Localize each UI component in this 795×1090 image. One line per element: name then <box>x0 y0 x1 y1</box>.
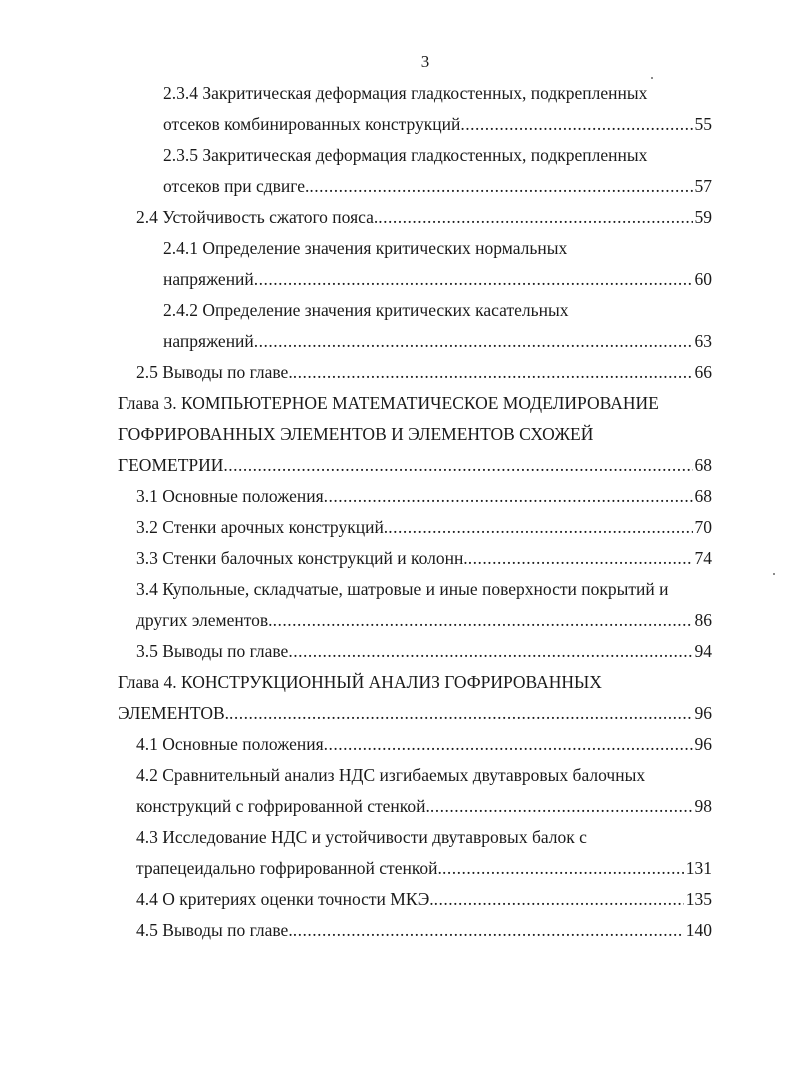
toc-entry-last-line <box>118 543 712 574</box>
toc-entry-text: 3.4 Купольные, складчатые, шатровые и иные поверхности покрытий и <box>136 579 669 599</box>
toc-entry-line <box>118 295 712 326</box>
toc-entry-last-line <box>118 326 712 357</box>
toc-page-number: 74 <box>694 548 712 568</box>
toc-entry-line <box>118 419 712 450</box>
toc-entry-text: 4.4 О критериях оценки точности МКЭ. <box>136 889 434 909</box>
toc-entry-text: 2.4.2 Определение значения критических касательных <box>163 300 569 320</box>
page-number: 3 <box>420 52 430 71</box>
toc-entry-text: трапецеидально гофрированной стенкой. <box>136 858 442 878</box>
toc-dot-leader <box>288 636 692 667</box>
toc-entry-text: 3.5 Выводы по главе <box>136 641 289 661</box>
toc-dot-leader <box>254 326 693 357</box>
toc-entry-text: 2.5 Выводы по главе. <box>136 362 293 382</box>
toc-dot-leader <box>254 264 693 295</box>
toc-entry-line <box>118 78 712 109</box>
toc-entry-text: 2.4 Устойчивость сжатого пояса. <box>136 207 379 227</box>
table-of-contents <box>118 78 712 946</box>
toc-dot-leader <box>324 481 693 512</box>
toc-entry-last-line <box>118 202 712 233</box>
toc-entry <box>118 822 712 884</box>
toc-entry <box>118 357 712 388</box>
toc-entry-line <box>118 388 712 419</box>
toc-dot-leader <box>460 109 692 140</box>
toc-entry-text: 2.3.4 Закритическая деформация гладкостенных, подкрепленных <box>163 83 648 103</box>
toc-dot-leader <box>293 357 693 388</box>
toc-entry <box>118 388 712 481</box>
toc-entry-text: ГОФРИРОВАННЫХ ЭЛЕМЕНТОВ И ЭЛЕМЕНТОВ СХОЖЕЙ <box>118 424 594 444</box>
toc-page-number: 70 <box>694 517 712 537</box>
toc-page-number: 66 <box>694 362 712 382</box>
toc-page-number: 96 <box>694 703 712 723</box>
toc-entry <box>118 884 712 915</box>
toc-entry-text: напряжений <box>163 331 254 351</box>
toc-entry-text: напряжений <box>163 269 254 289</box>
toc-page-number: 55 <box>694 114 712 134</box>
toc-entry-text: Глава 3. КОМПЬЮТЕРНОЕ МАТЕМАТИЧЕСКОЕ МОДЕЛИРОВАНИЕ <box>118 393 659 413</box>
toc-entry-text: 4.2 Сравнительный анализ НДС изгибаемых двутавровых балочных <box>136 765 646 785</box>
toc-page-number: 140 <box>685 920 712 940</box>
toc-entry-last-line <box>118 636 712 667</box>
toc-entry-text: 3.1 Основные положения <box>136 486 324 506</box>
toc-entry-text: конструкций с гофрированной стенкой. <box>136 796 430 816</box>
toc-entry-last-line <box>118 915 712 946</box>
toc-dot-leader <box>273 605 693 636</box>
toc-dot-leader <box>293 915 684 946</box>
toc-entry-text: ЭЛЕМЕНТОВ. <box>118 703 230 723</box>
toc-entry-text: 3.3 Стенки балочных конструкций и колонн. <box>136 548 468 568</box>
toc-page-number: 96 <box>694 734 712 754</box>
toc-dot-leader <box>309 171 692 202</box>
toc-entry <box>118 636 712 667</box>
toc-page-number: 135 <box>685 889 712 909</box>
toc-entry <box>118 233 712 295</box>
toc-entry-last-line <box>118 264 712 295</box>
toc-page-number: 98 <box>694 796 712 816</box>
toc-entry-last-line <box>118 171 712 202</box>
toc-entry <box>118 543 712 574</box>
toc-dot-leader <box>324 729 693 760</box>
toc-entry-text: отсеков при сдвиге. <box>163 176 310 196</box>
toc-entry <box>118 202 712 233</box>
toc-entry-line <box>118 574 712 605</box>
toc-page-number: 63 <box>694 331 712 351</box>
toc-page-number: 68 <box>694 455 712 475</box>
toc-entry-last-line <box>118 884 712 915</box>
toc-entry <box>118 140 712 202</box>
scan-speck <box>651 77 653 79</box>
toc-entry-last-line <box>118 109 712 140</box>
toc-entry-last-line <box>118 512 712 543</box>
toc-entry <box>118 729 712 760</box>
toc-entry-text: отсеков комбинированных конструкций <box>163 114 461 134</box>
toc-entry <box>118 915 712 946</box>
toc-entry <box>118 760 712 822</box>
toc-dot-leader <box>442 853 684 884</box>
toc-page-number: 60 <box>694 269 712 289</box>
toc-entry-last-line <box>118 357 712 388</box>
toc-entry-text: 4.1 Основные положения <box>136 734 324 754</box>
toc-entry-line <box>118 140 712 171</box>
toc-entry-last-line <box>118 481 712 512</box>
toc-dot-leader <box>229 698 692 729</box>
toc-entry-line <box>118 760 712 791</box>
toc-dot-leader <box>430 791 693 822</box>
toc-dot-leader <box>388 512 692 543</box>
toc-entry-text: 4.5 Выводы по главе. <box>136 920 293 940</box>
toc-entry <box>118 78 712 140</box>
toc-dot-leader <box>434 884 684 915</box>
toc-entry-text: других элементов. <box>136 610 273 630</box>
toc-entry-last-line <box>118 791 712 822</box>
toc-entry <box>118 667 712 729</box>
toc-page-number: 94 <box>694 641 712 661</box>
toc-dot-leader <box>223 450 692 481</box>
toc-page-number: 86 <box>694 610 712 630</box>
toc-entry-text: ГЕОМЕТРИИ <box>118 455 224 475</box>
toc-entry-text: Глава 4. КОНСТРУКЦИОННЫЙ АНАЛИЗ ГОФРИРОВАННЫХ <box>118 672 602 692</box>
toc-entry-last-line <box>118 698 712 729</box>
toc-dot-leader <box>378 202 692 233</box>
toc-entry-last-line <box>118 605 712 636</box>
toc-entry-last-line <box>118 450 712 481</box>
toc-entry <box>118 295 712 357</box>
toc-entry-line <box>118 822 712 853</box>
toc-entry-line <box>118 667 712 698</box>
toc-entry-text: 2.4.1 Определение значения критических нормальных <box>163 238 568 258</box>
toc-entry-text: 4.3 Исследование НДС и устойчивости двутавровых балок с <box>136 827 587 847</box>
toc-entry-text: 3.2 Стенки арочных конструкций. <box>136 517 389 537</box>
toc-entry-last-line <box>118 853 712 884</box>
toc-page-number: 59 <box>694 207 712 227</box>
scan-speck <box>773 573 775 575</box>
toc-entry-text: 2.3.5 Закритическая деформация гладкостенных, подкрепленных <box>163 145 648 165</box>
toc-entry <box>118 481 712 512</box>
toc-page-number: 68 <box>694 486 712 506</box>
toc-entry <box>118 512 712 543</box>
toc-dot-leader <box>468 543 693 574</box>
toc-page-number: 131 <box>685 858 712 878</box>
toc-entry-line <box>118 233 712 264</box>
toc-entry <box>118 574 712 636</box>
toc-entry-last-line <box>118 729 712 760</box>
toc-page-number: 57 <box>694 176 712 196</box>
